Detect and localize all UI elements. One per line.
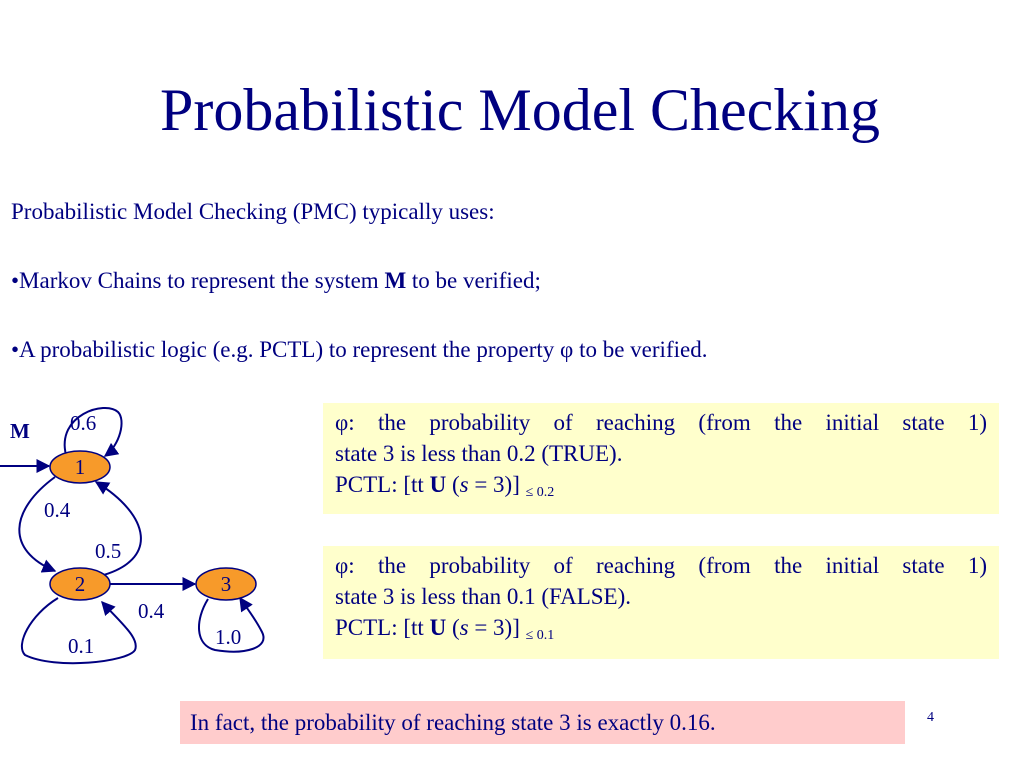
prob-2-1: 0.5 xyxy=(95,539,122,563)
property2-line2: state 3 is less than 0.1 (FALSE). xyxy=(335,584,631,609)
pctl2-eq: = 3)] xyxy=(468,615,526,640)
pctl2-prefix: PCTL: [tt xyxy=(335,615,430,640)
intro-text: Probabilistic Model Checking (PMC) typically uses: xyxy=(11,199,495,224)
property-box-true xyxy=(323,403,999,514)
prob-2-3: 0.4 xyxy=(138,599,165,623)
edge-1-2 xyxy=(19,477,55,571)
pctl1-paren: ( xyxy=(446,472,460,497)
property1-line1: φ: the probability of reaching (from the initial state 1) xyxy=(335,410,987,435)
bullet-markov-suffix: to be verified; xyxy=(406,268,541,293)
state-2-label: 2 xyxy=(74,572,86,596)
property-box-false xyxy=(323,546,999,659)
pctl1-bound: ≤ 0.2 xyxy=(525,485,555,500)
prob-1-1: 0.6 xyxy=(70,411,97,435)
system-m-label: M xyxy=(384,268,407,293)
property1-pctl xyxy=(335,469,987,508)
property2-line1: φ: the probability of reaching (from the initial state 1) xyxy=(335,553,987,578)
bullet-markov-prefix: •Markov Chains to represent the system xyxy=(11,268,385,293)
model-m-label: M xyxy=(10,419,30,443)
slide-title: Probabilistic Model Checking xyxy=(160,77,880,143)
prob-2-2: 0.1 xyxy=(68,634,95,658)
bullet-probabilistic-logic: •A probabilistic logic (e.g. PCTL) to represent the property φ to be verified. xyxy=(11,337,708,362)
pctl2-paren: ( xyxy=(446,615,460,640)
state-3-label: 3 xyxy=(220,572,232,596)
pctl1-eq: = 3)] xyxy=(468,472,526,497)
prob-1-2: 0.4 xyxy=(44,498,71,522)
pctl2-state-var: s xyxy=(459,615,469,640)
property2-pctl xyxy=(335,612,987,651)
prob-3-3: 1.0 xyxy=(215,625,242,649)
property1-line2: state 3 is less than 0.2 (TRUE). xyxy=(335,441,623,466)
state-1-label: 1 xyxy=(74,455,86,479)
pctl2-until: U xyxy=(429,615,447,640)
page-number: 4 xyxy=(927,710,934,725)
pctl1-prefix: PCTL: [tt xyxy=(335,472,430,497)
pctl1-state-var: s xyxy=(459,472,469,497)
pctl1-until: U xyxy=(429,472,447,497)
bullet-markov-chains xyxy=(11,268,541,294)
markov-chain-diagram xyxy=(0,400,300,670)
fact-callout: In fact, the probability of reaching state 3 is exactly 0.16. xyxy=(180,701,905,744)
pctl2-bound: ≤ 0.1 xyxy=(525,628,555,643)
